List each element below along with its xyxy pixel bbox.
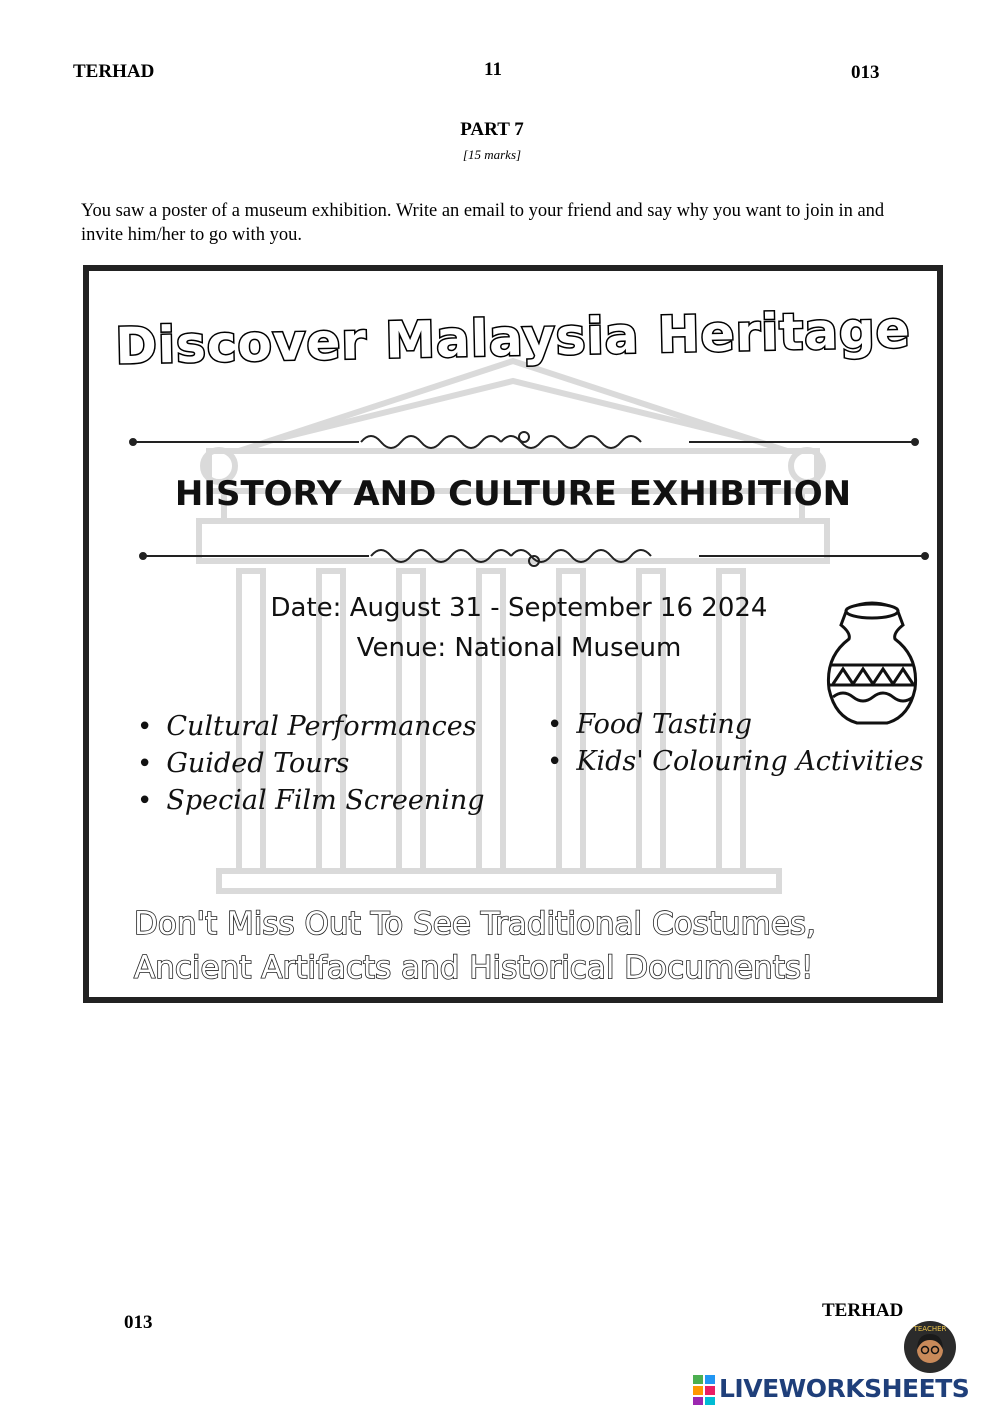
exhibition-date: Date: August 31 - September 16 2024 <box>270 593 768 623</box>
page-number: 11 <box>484 59 502 80</box>
activity-item: • Special Film Screening <box>137 785 485 822</box>
poster-title: Discover Malaysia Heritage <box>114 300 912 376</box>
task-instructions: You saw a poster of a museum exhibition. Write an email to your friend and say why you want to join in and invite him/her to go with you. <box>81 201 885 245</box>
footer-paper-code: 013 <box>124 1312 153 1333</box>
vase-icon <box>817 589 927 729</box>
activity-item: • Guided Tours <box>137 748 485 785</box>
badge-label: TEACHER <box>913 1325 947 1333</box>
activity-item: • Food Tasting <box>547 709 924 746</box>
liveworksheets-logo[interactable] <box>693 1372 983 1408</box>
ornamental-divider <box>129 427 919 457</box>
footer-restricted-label: TERHAD <box>822 1300 904 1321</box>
header-restricted-label: TERHAD <box>73 61 155 82</box>
header-paper-code: 013 <box>851 62 880 83</box>
activities-left <box>137 711 485 822</box>
activities-right <box>547 709 924 783</box>
exhibition-venue: Venue: National Museum <box>356 633 682 663</box>
exhibition-poster <box>83 265 943 1003</box>
poster-slogan-line-1: Don't Miss Out To See Traditional Costumes, <box>134 906 816 942</box>
activity-item: • Kids' Colouring Activities <box>547 746 924 783</box>
liveworksheets-wordmark: LIVEWORKSHEETS <box>719 1374 970 1403</box>
part-marks: [15 marks] <box>462 147 522 162</box>
poster-slogan-line-2: Ancient Artifacts and Historical Documents! <box>134 950 814 986</box>
liveworksheets-mark-icon <box>693 1375 715 1405</box>
part-title: PART 7 <box>460 119 524 140</box>
activity-item: • Cultural Performances <box>137 711 485 748</box>
exhibition-title: HISTORY AND CULTURE EXHIBITION <box>174 474 852 514</box>
ornamental-divider-lower <box>139 541 929 571</box>
teacher-avatar-badge <box>903 1320 957 1374</box>
